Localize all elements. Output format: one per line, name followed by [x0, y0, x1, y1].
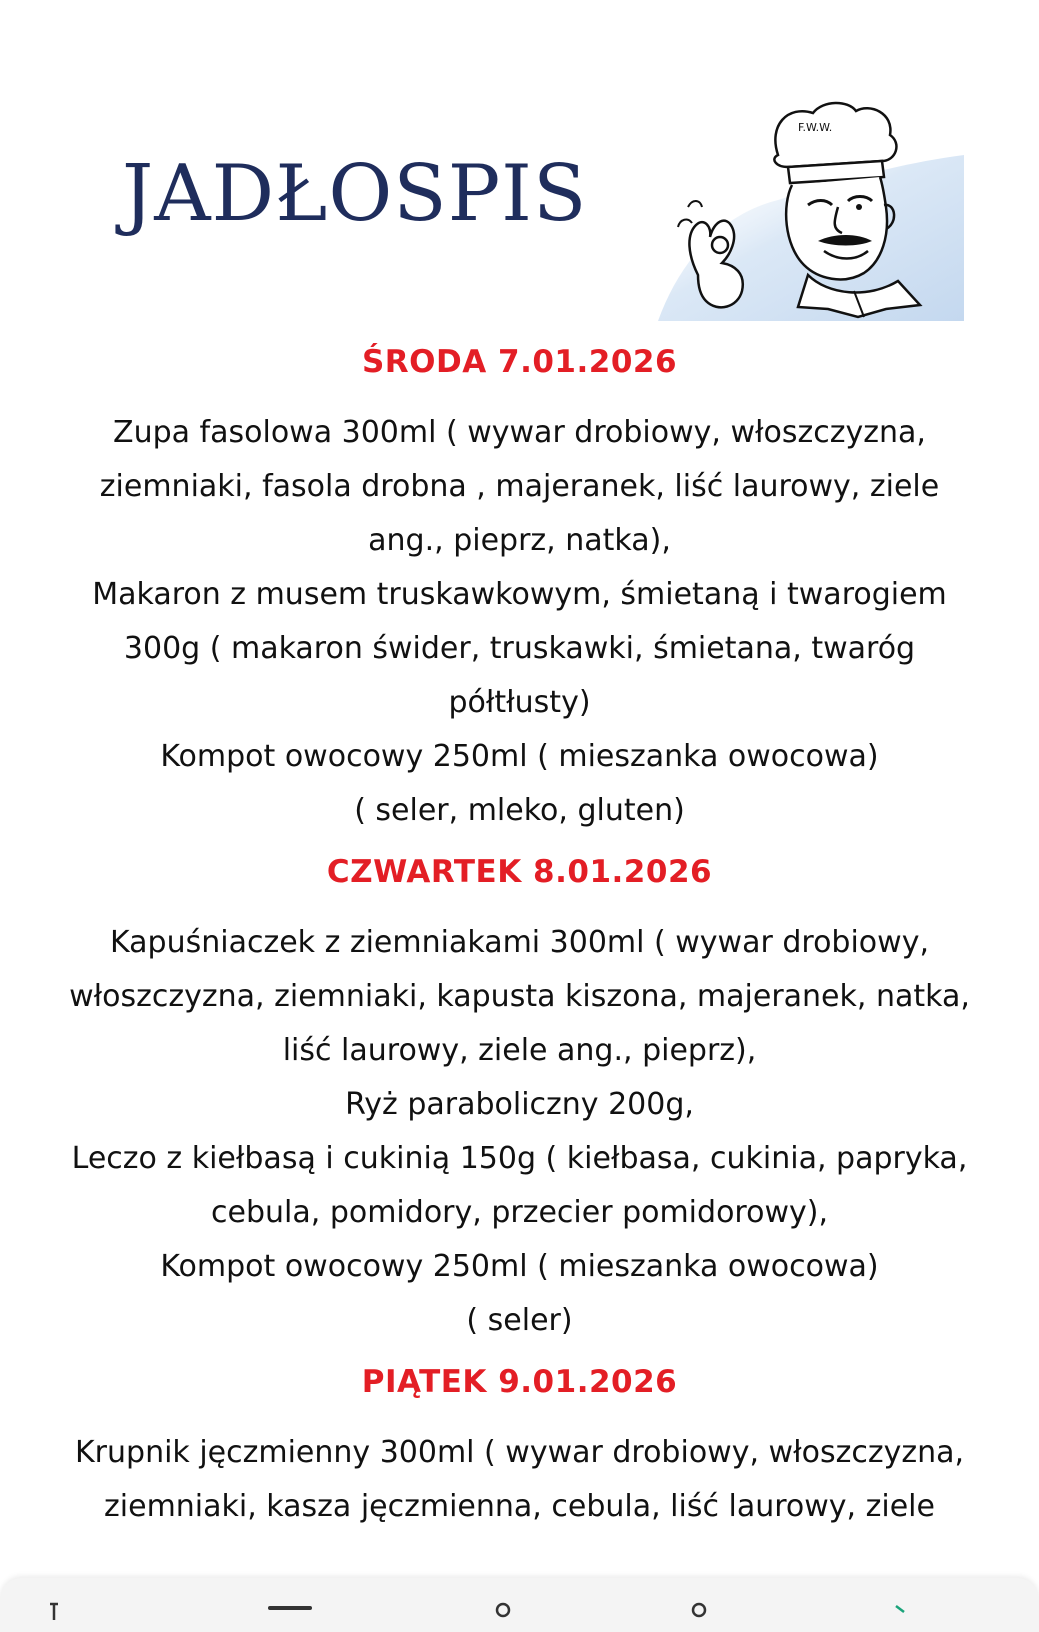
page-title: JADŁOSPIS — [122, 149, 588, 239]
view-icon[interactable] — [262, 1600, 318, 1620]
menu-header — [0, 0, 1039, 330]
day-heading: ŚRODA 7.01.2026 — [361, 344, 678, 380]
day-heading: CZWARTEK 8.01.2026 — [326, 854, 713, 890]
menu-line: ( seler) — [466, 1303, 573, 1338]
more-icon[interactable] — [890, 1600, 914, 1620]
menu-line: liść laurowy, ziele ang., pieprz), — [282, 1033, 757, 1068]
menu-line: Krupnik jęczmienny 300ml ( wywar drobiowy, włoszczyzna, — [75, 1435, 964, 1470]
menu-line: 300g ( makaron świder, truskawki, śmietana, twaróg — [123, 631, 916, 666]
menu-line: półtłusty) — [448, 685, 591, 720]
menu-line: Kompot owocowy 250ml ( mieszanka owocowa) — [160, 739, 879, 774]
menu-line: włoszczyzna, ziemniaki, kapusta kiszona, majeranek, natka, — [69, 979, 970, 1014]
day-menu-block — [0, 916, 1039, 1348]
day-menu-block — [0, 1426, 1039, 1534]
edit-icon[interactable] — [488, 1600, 518, 1620]
menu-line: Leczo z kiełbasą i cukinią 150g ( kiełbasa, cukinia, papryka, — [71, 1141, 968, 1176]
menu-line: Kompot owocowy 250ml ( mieszanka owocowa) — [160, 1249, 879, 1284]
menu-line: Makaron z musem truskawkowym, śmietaną i twarogiem — [92, 577, 947, 612]
day-menu-block — [0, 406, 1039, 838]
menu-line: ang., pieprz, natka), — [368, 523, 671, 558]
menu-content — [0, 340, 1039, 1544]
menu-line: cebula, pomidory, przecier pomidorowy), — [211, 1195, 828, 1230]
menu-line: Zupa fasolowa 300ml ( wywar drobiowy, włoszczyzna, — [113, 415, 926, 450]
svg-text:F.W.W.: F.W.W. — [798, 121, 833, 134]
menu-line: Ryż paraboliczny 200g, — [345, 1087, 694, 1122]
chef-illustration-icon — [658, 95, 964, 321]
text-format-icon[interactable] — [48, 1600, 88, 1620]
menu-line: ziemniaki, kasza jęczmienna, cebula, liść laurowy, ziele — [104, 1489, 935, 1524]
day-heading: PIĄTEK 9.01.2026 — [361, 1364, 678, 1400]
bottom-toolbar — [0, 1578, 1039, 1632]
menu-line: Kapuśniaczek z ziemniakami 300ml ( wywar drobiowy, — [110, 925, 929, 960]
menu-line: ziemniaki, fasola drobna , majeranek, liść laurowy, ziele — [99, 469, 940, 504]
menu-line: ( seler, mleko, gluten) — [354, 793, 685, 828]
share-icon[interactable] — [684, 1600, 714, 1620]
